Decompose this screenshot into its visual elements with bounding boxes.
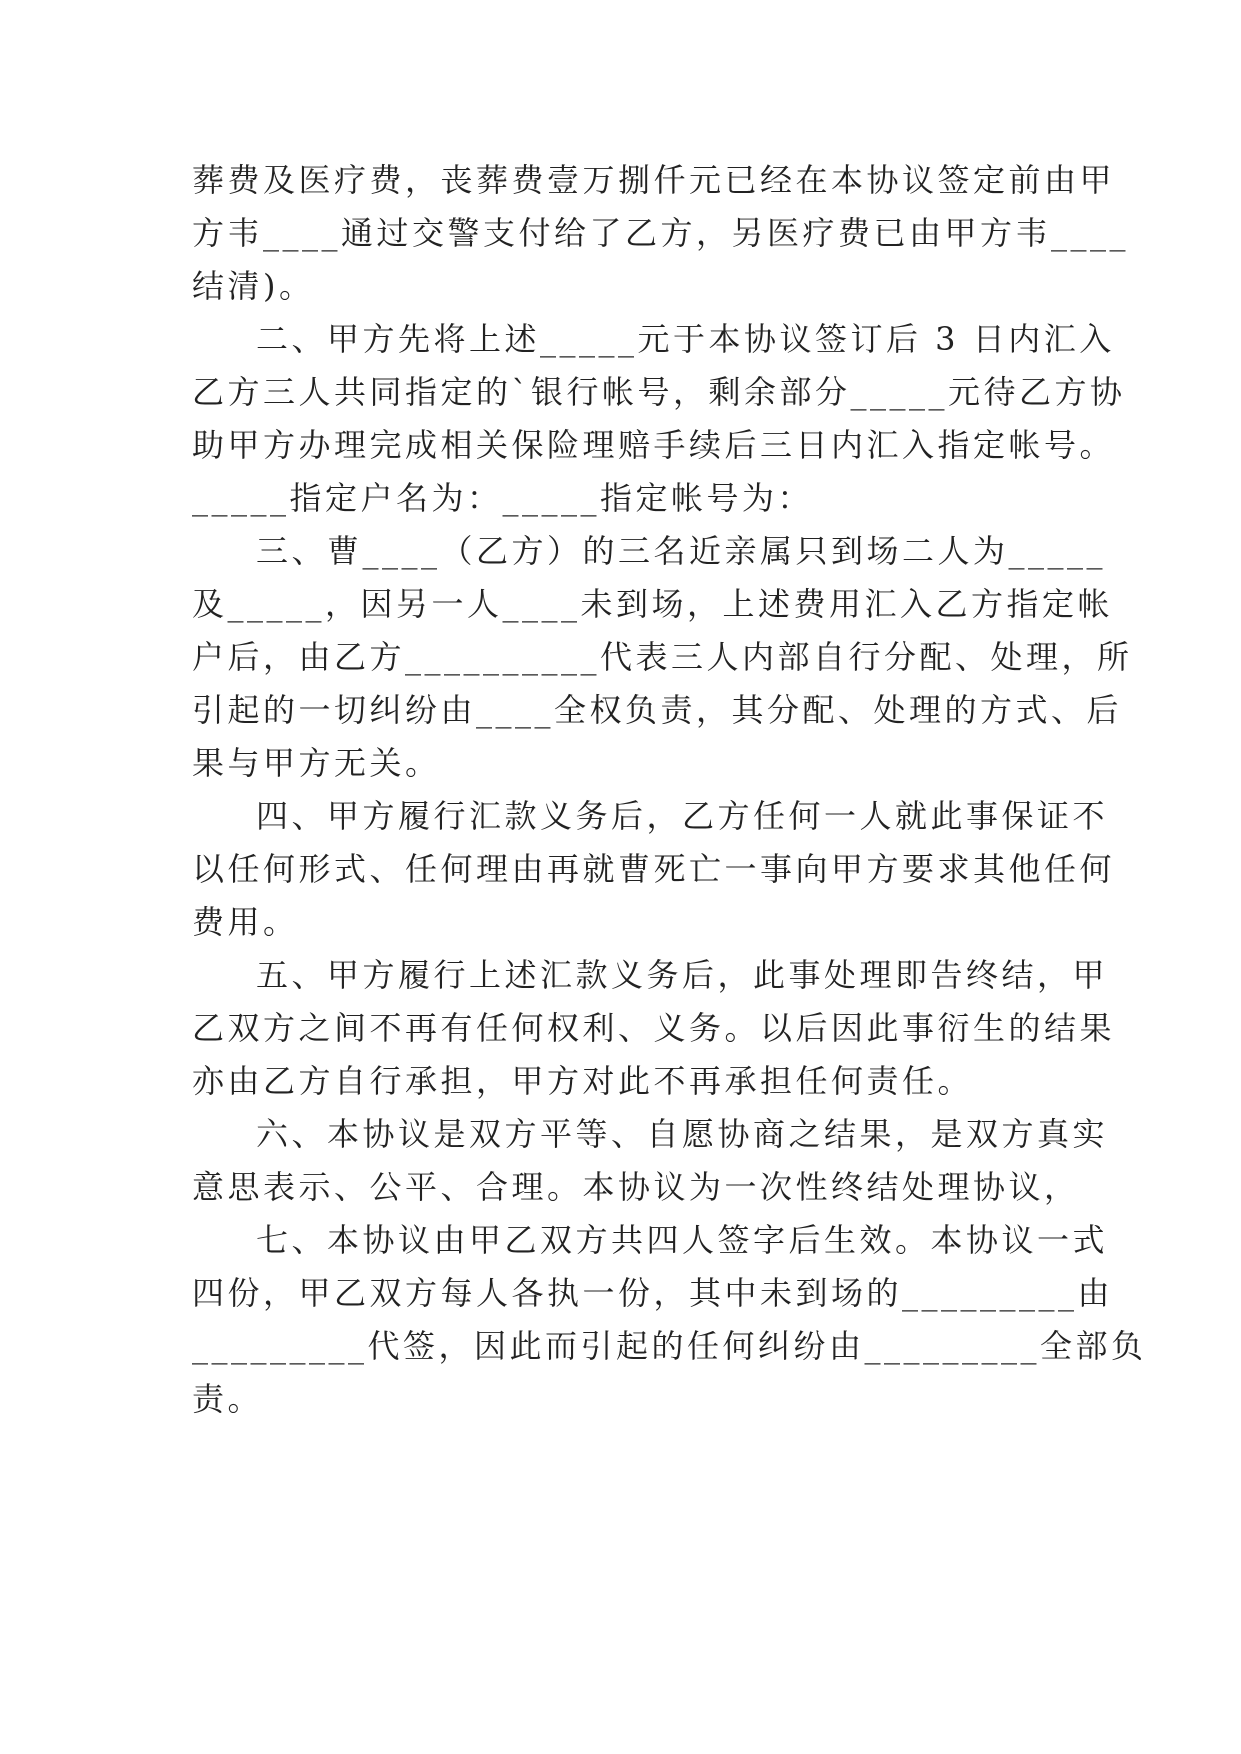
text-line: 方韦____通过交警支付给了乙方，另医疗费已由甲方韦____ [192, 214, 1130, 252]
clause-2-start: 二、甲方先将上述_____元于本协议签订后 3 日内汇入 [256, 320, 1115, 358]
clause-3-start: 三、曹____（乙方）的三名近亲属只到场二人为_____ [256, 532, 1107, 570]
text-line: 乙双方之间不再有任何权利、义务。以后因此事衍生的结果 [192, 1009, 1116, 1047]
text-line: 结清)。 [192, 267, 315, 305]
text-line: 以任何形式、任何理由再就曹死亡一事向甲方要求其他任何 [192, 850, 1116, 888]
text-line: 助甲方办理完成相关保险理赔手续后三日内汇入指定帐号。 [192, 426, 1116, 464]
text-line: 乙方三人共同指定的`银行帐号，剩余部分_____元待乙方协 [192, 373, 1126, 411]
text-line: 引起的一切纠纷由____全权负责，其分配、处理的方式、后 [192, 691, 1123, 729]
text-line: _________代签，因此而引起的任何纠纷由_________全部负 [192, 1327, 1147, 1365]
text-line: 户后，由乙方__________代表三人内部自行分配、处理，所 [192, 638, 1133, 676]
text-line: 亦由乙方自行承担，甲方对此不再承担任何责任。 [192, 1062, 974, 1100]
clause-5-start: 五、甲方履行上述汇款义务后，此事处理即告终结，甲 [256, 956, 1109, 994]
text-line: _____指定户名为：_____指定帐号为： [192, 479, 814, 517]
text-line: 果与甲方无关。 [192, 744, 441, 782]
text-line: 费用。 [192, 903, 299, 941]
text-line: 葬费及医疗费，丧葬费壹万捌仟元已经在本协议签定前由甲 [192, 161, 1116, 199]
text-line: 意思表示、公平、合理。本协议为一次性终结处理协议， [192, 1168, 1080, 1206]
text-line: 及_____，因另一人____未到场，上述费用汇入乙方指定帐 [192, 585, 1114, 623]
clause-6-start: 六、本协议是双方平等、自愿协商之结果，是双方真实 [256, 1115, 1109, 1153]
text-line: 责。 [192, 1380, 264, 1418]
clause-4-start: 四、甲方履行汇款义务后，乙方任何一人就此事保证不 [256, 797, 1109, 835]
text-line: 四份，甲乙双方每人各执一份，其中未到场的_________由 [192, 1274, 1114, 1312]
clause-7-start: 七、本协议由甲乙双方共四人签字后生效。本协议一式 [256, 1221, 1109, 1259]
